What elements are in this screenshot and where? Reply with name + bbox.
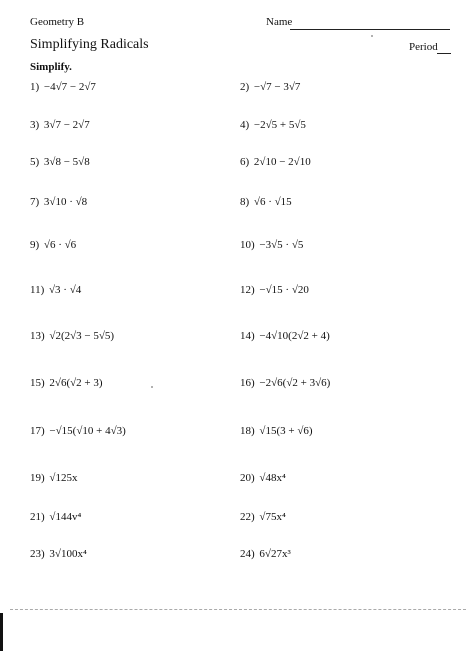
problem-expression: 2√10 − 2√10 (253, 156, 311, 168)
problem-number: 12) (240, 284, 255, 296)
problem-number: 2) (240, 81, 250, 93)
problem-expression: 6√27x³ (259, 548, 291, 560)
problem-expression: 3√100x⁴ (49, 548, 87, 560)
problem-number: 9) (30, 239, 40, 251)
problem-expression: −3√5 · √5 (259, 239, 304, 251)
problem-9 (30, 238, 76, 252)
problem-number: 15) (30, 377, 45, 389)
worksheet-title: Simplifying Radicals (30, 37, 149, 52)
problem-number: 24) (240, 548, 255, 560)
problem-6 (240, 155, 311, 169)
problem-number: 5) (30, 156, 40, 168)
problem-21 (30, 510, 81, 524)
problem-12 (240, 283, 309, 297)
problem-16 (240, 376, 330, 390)
problem-expression: √3 · √4 (49, 284, 82, 296)
problem-number: 14) (240, 330, 255, 342)
problem-expression: √75x⁴ (259, 511, 286, 523)
problem-expression: √125x (49, 472, 78, 484)
problem-number: 13) (30, 330, 45, 342)
problem-expression: √15(3 + √6) (259, 425, 313, 437)
page-bottom-rule (10, 609, 466, 610)
problem-expression: −4√10(2√2 + 4) (259, 330, 330, 342)
problem-number: 1) (30, 81, 40, 93)
problem-4 (240, 118, 306, 132)
problem-number: 4) (240, 119, 250, 131)
problem-24 (240, 547, 291, 561)
problem-number: 11) (30, 284, 45, 296)
problem-number: 16) (240, 377, 255, 389)
problem-number: 6) (240, 156, 250, 168)
problem-23 (30, 547, 87, 561)
problem-17 (30, 424, 126, 438)
problem-3 (30, 118, 90, 132)
problem-11 (30, 283, 81, 297)
name-label: Name (266, 16, 293, 28)
problem-number: 17) (30, 425, 45, 437)
problem-expression: −4√7 − 2√7 (43, 81, 96, 93)
problem-expression: −√7 − 3√7 (253, 81, 301, 93)
problem-expression: −2√5 + 5√5 (253, 119, 306, 131)
problem-1 (30, 80, 96, 94)
problem-5 (30, 155, 90, 169)
problem-number: 21) (30, 511, 45, 523)
problem-expression: √48x⁴ (259, 472, 286, 484)
problem-number: 22) (240, 511, 255, 523)
problem-number: 8) (240, 196, 250, 208)
problem-7 (30, 195, 87, 209)
problem-expression: 3√7 − 2√7 (43, 119, 90, 131)
problem-19 (30, 471, 77, 485)
problem-13 (30, 329, 114, 343)
problem-number: 10) (240, 239, 255, 251)
problem-number: 3) (30, 119, 40, 131)
period-blank-line[interactable] (437, 53, 451, 54)
problem-expression: 3√10 · √8 (43, 196, 88, 208)
problem-expression: √144v⁴ (49, 511, 82, 523)
problem-8 (240, 195, 292, 209)
problem-number: 23) (30, 548, 45, 560)
problem-18 (240, 424, 313, 438)
name-blank-line[interactable] (290, 29, 450, 30)
problem-10 (240, 238, 303, 252)
problem-expression: 2√6(√2 + 3) (49, 377, 103, 389)
problem-expression: √2(2√3 − 5√5) (49, 330, 115, 342)
problem-number: 20) (240, 472, 255, 484)
problem-22 (240, 510, 286, 524)
problem-expression: −2√6(√2 + 3√6) (259, 377, 331, 389)
problem-expression: −√15 · √20 (259, 284, 309, 296)
scan-edge-bar (0, 613, 3, 651)
problem-expression: √6 · √6 (43, 239, 77, 251)
problem-15 (30, 376, 103, 390)
problem-number: 18) (240, 425, 255, 437)
problem-number: 7) (30, 196, 40, 208)
scan-speck (371, 35, 373, 37)
scan-speck (151, 386, 153, 388)
problem-2 (240, 80, 300, 94)
problem-expression: 3√8 − 5√8 (43, 156, 90, 168)
problem-20 (240, 471, 286, 485)
period-label: Period (409, 41, 438, 53)
problem-14 (240, 329, 330, 343)
problem-expression: −√15(√10 + 4√3) (49, 425, 126, 437)
course-label: Geometry B (30, 16, 85, 28)
problem-expression: √6 · √15 (253, 196, 292, 208)
instruction: Simplify. (30, 61, 72, 73)
problem-number: 19) (30, 472, 45, 484)
